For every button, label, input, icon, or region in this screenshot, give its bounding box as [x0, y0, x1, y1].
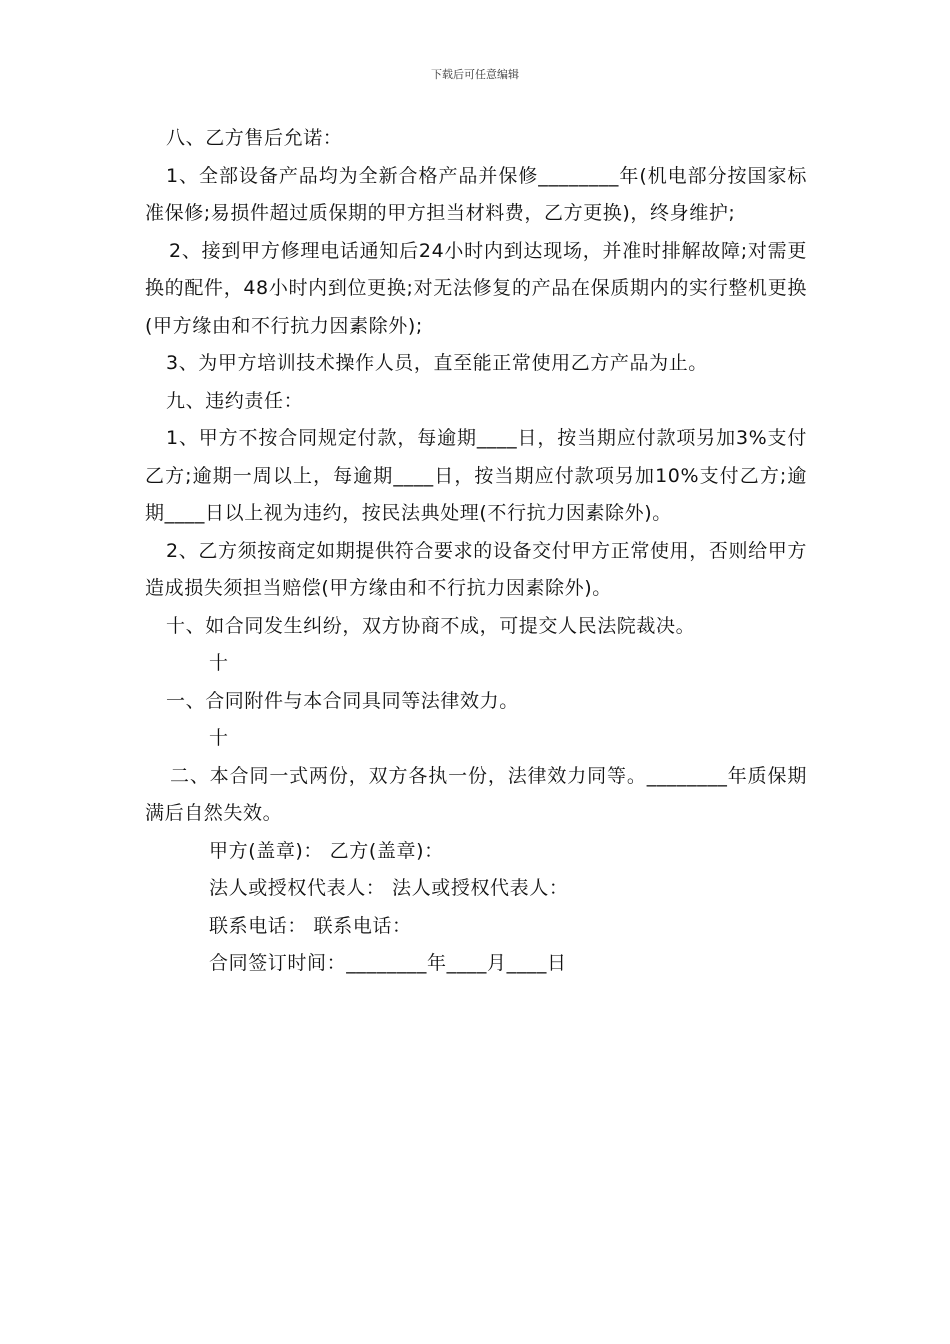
signature-seal-line: 甲方(盖章)： 乙方(盖章)：: [209, 839, 444, 862]
section-number-twelve: 十: [209, 727, 229, 749]
section-number-eleven: 十: [209, 652, 229, 674]
section-heading-after-sales: 八、乙方售后允诺：: [166, 127, 343, 149]
paragraph-attachments: 一、合同附件与本合同具同等法律效力。: [166, 689, 519, 712]
paragraph-late-payment: 1、甲方不按合同规定付款，每逾期____日，按当期应付款项另加3%支付乙方;逾期一周以上，每逾期____日，按当期应付款项另加10%支付乙方;逾期____日以上视为违约，按民法典处理(不行抗力因素除外)。: [145, 427, 807, 524]
signature-representative-line: 法人或授权代表人： 法人或授权代表人：: [209, 877, 569, 899]
signature-phone-line: 联系电话： 联系电话：: [209, 914, 412, 937]
paragraph-repair-response: 2、接到甲方修理电话通知后24小时内到达现场，并准时排解故障;对需更换的配件，48小时内到位更换;对无法修复的产品在保质期内的实行整机更换(甲方缘由和不行抗力因素除外);: [145, 239, 807, 337]
paragraph-dispute: 十、如合同发生纠纷，双方协商不成，可提交人民法院裁决。: [166, 614, 696, 637]
paragraph-delivery-obligation: 2、乙方须按商定如期提供符合要求的设备交付甲方正常使用，否则给甲方造成损失须担当赔偿(甲方缘由和不行抗力因素除外)。: [145, 539, 807, 599]
page-header: 下载后可任意编辑: [431, 68, 519, 81]
document-body: [145, 120, 807, 983]
paragraph-warranty: 1、全部设备产品均为全新合格产品并保修________年(机电部分按国家标准保修;易损件超过质保期的甲方担当材料费，乙方更换)，终身维护;: [145, 164, 807, 224]
paragraph-copies: 二、本合同一式两份，双方各执一份，法律效力同等。________年质保期满后自然失效。: [145, 764, 807, 824]
signature-date-line: 合同签订时间：________年____月____日: [209, 952, 567, 974]
paragraph-training: 3、为甲方培训技术操作人员，直至能正常使用乙方产品为止。: [166, 352, 708, 374]
section-heading-liability: 九、违约责任：: [166, 389, 304, 412]
